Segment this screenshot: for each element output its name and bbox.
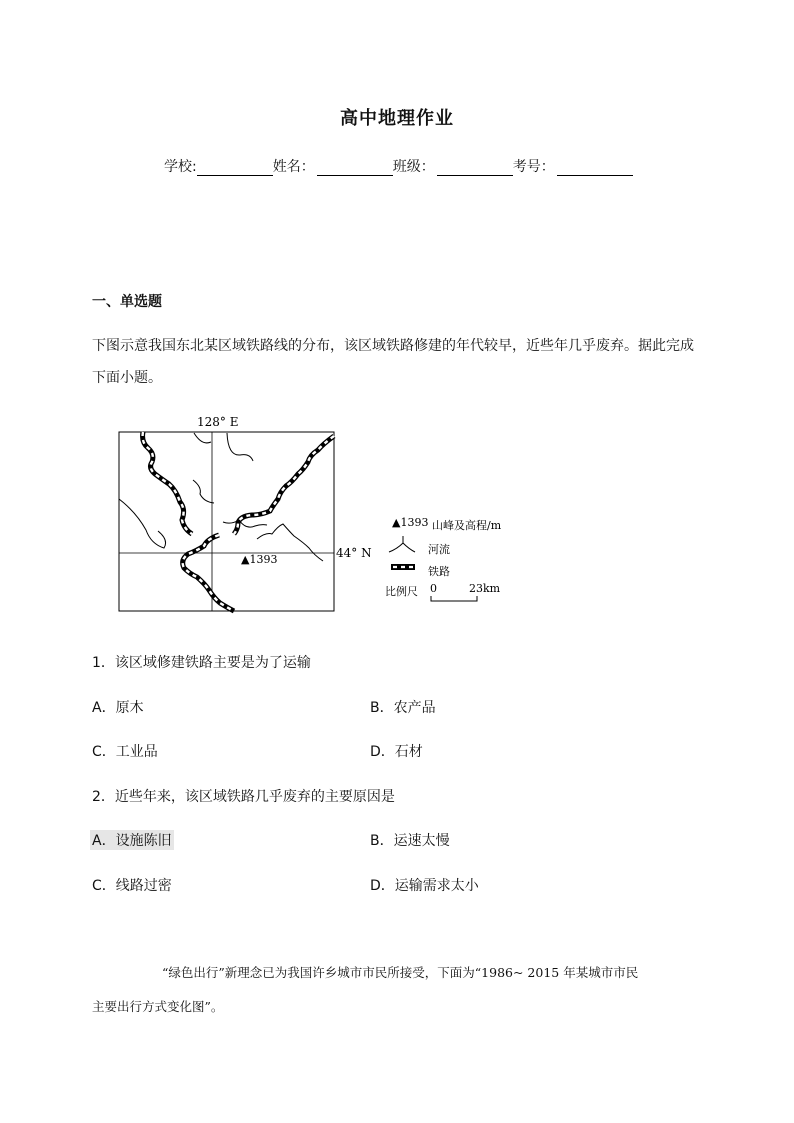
- map-legend: [385, 516, 502, 601]
- legend-scale-distance: 23km: [469, 582, 501, 595]
- railway-line: [183, 535, 234, 611]
- legend-river-symbol: [389, 536, 415, 552]
- question-2-option-b[interactable]: B．运速太慢: [370, 833, 450, 849]
- name-label: 姓名：: [272, 159, 315, 175]
- river-segment: [193, 480, 214, 503]
- legend-peak-symbol: ▲1393: [392, 516, 429, 529]
- document-title: 高中地理作业: [340, 108, 454, 129]
- question-1-option-a[interactable]: A．原木: [92, 700, 144, 716]
- school-label: 学校:: [164, 159, 197, 175]
- longitude-label: 128° E: [197, 415, 239, 429]
- legend-scale-label: 比例尺: [385, 585, 418, 598]
- school-blank[interactable]: [197, 159, 273, 176]
- question-2-option-c[interactable]: C．线路过密: [92, 878, 172, 894]
- intro-line-2: 下面小题。: [92, 370, 162, 386]
- river-segment: [223, 520, 267, 527]
- railways: [143, 432, 334, 611]
- river-segment: [119, 499, 166, 548]
- railway-map-figure: [110, 412, 540, 617]
- question-1-stem: 1．该区域修建铁路主要是为了运输: [92, 655, 311, 671]
- railway-line: [234, 436, 334, 534]
- exam-number-label: 考号：: [512, 159, 555, 175]
- question-1-option-d[interactable]: D．石材: [370, 744, 423, 760]
- legend-railway-desc: 铁路: [428, 565, 450, 578]
- intro-line-1: 下图示意我国东北某区域铁路线的分布，该区域铁路修建的年代较早，近些年几乎废弃。据此完成: [92, 338, 694, 354]
- name-blank[interactable]: [317, 159, 393, 176]
- railway-map: [110, 412, 540, 617]
- river-segment: [194, 433, 211, 443]
- student-info-line: [164, 156, 633, 176]
- class-blank[interactable]: [437, 159, 513, 176]
- question-1-option-c[interactable]: C．工业品: [92, 744, 158, 760]
- section-heading: 一、单选题: [92, 294, 162, 310]
- legend-scale-zero: 0: [430, 582, 437, 595]
- class-label: 班级：: [392, 159, 435, 175]
- question-2-option-a[interactable]: A．设施陈旧: [90, 830, 174, 850]
- passage-line-2: 主要出行方式变化图”。: [92, 999, 224, 1014]
- latitude-label: 44° N: [336, 546, 372, 560]
- exam-number-blank[interactable]: [557, 159, 633, 176]
- river-segment: [227, 433, 253, 461]
- passage-line-1: “绿色出行”新理念已为我国许乡城市市民所接受，下面为“1986~ 2015 年某城市市民: [162, 965, 639, 980]
- map-peak-label: ▲1393: [241, 553, 278, 566]
- legend-river-desc: 河流: [428, 543, 450, 556]
- legend-peak-desc: 山峰及高程/m: [432, 519, 502, 532]
- scale-bar: [431, 596, 477, 601]
- question-2-stem: 2．近些年来，该区域铁路几乎废弃的主要原因是: [92, 789, 395, 805]
- question-2-option-d[interactable]: D．运输需求太小: [370, 878, 479, 894]
- question-1-option-b[interactable]: B．农产品: [370, 700, 436, 716]
- railway-line: [143, 432, 192, 534]
